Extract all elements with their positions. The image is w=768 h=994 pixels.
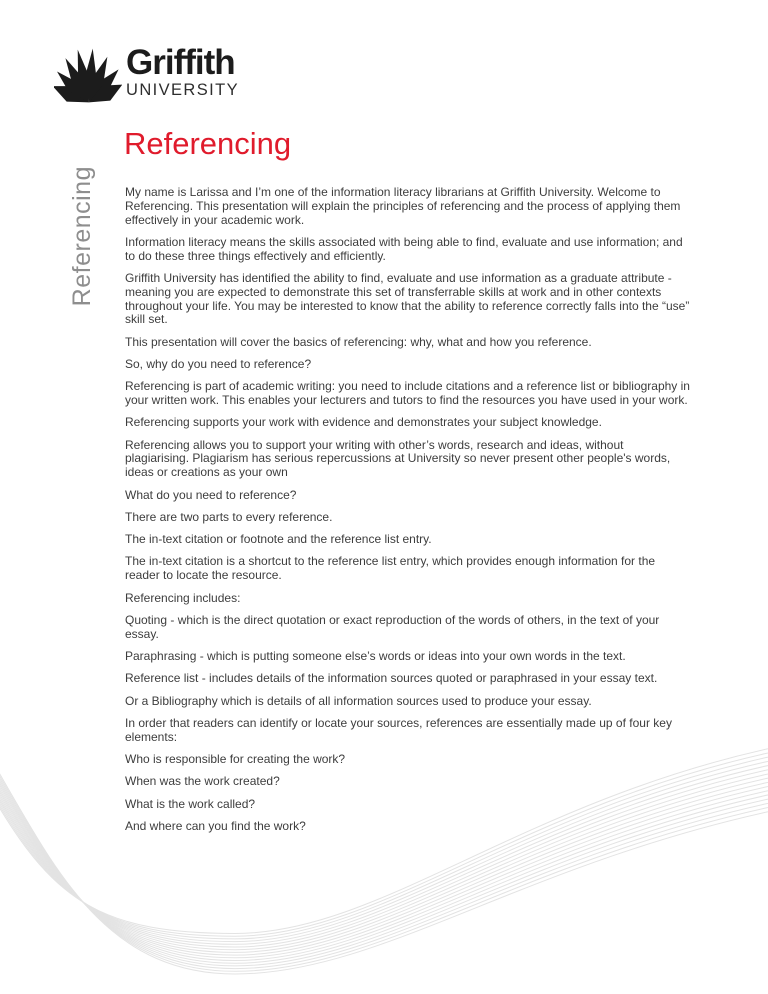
sidebar-vertical-title: Referencing bbox=[68, 166, 96, 307]
paragraph: Paraphrasing - which is putting someone else’s words or ideas into your own words in the text. bbox=[125, 648, 626, 663]
paragraph: What do you need to reference? bbox=[125, 487, 297, 502]
page-title: Referencing bbox=[124, 126, 292, 161]
paragraph: Referencing allows you to support your writing with other’s words, research and ideas, without plagiarising. Plagiarism has serious repercussions at University so never present other people's words, ideas or creations as your own bbox=[125, 437, 671, 480]
paragraph: Reference list - includes details of the information sources quoted or paraphrased in your essay text. bbox=[125, 671, 658, 686]
paragraph: The in-text citation is a shortcut to the reference list entry, which provides enough information for the reader to locate the resource. bbox=[125, 554, 656, 583]
paragraph: Griffith University has identified the ability to find, evaluate and use information as a graduate attribute - meaning you are expected to demonstrate this set of transferrable skills at work and in other contexts throughout your life. You may be interested to know that the ability to reference correctly falls into the “use” skill set. bbox=[125, 270, 690, 327]
paragraph: My name is Larissa and I’m one of the information literacy librarians at Griffith University. Welcome to Referencing. This presentation will explain the principles of referencing and the process of applying them effectively in your academic work. bbox=[125, 185, 681, 227]
paragraph: Quoting - which is the direct quotation or exact reproduction of the words of others, in the text of your essay. bbox=[125, 612, 660, 641]
griffith-logo bbox=[54, 44, 239, 104]
paragraph: This presentation will cover the basics of referencing: why, what and how you reference. bbox=[125, 334, 592, 349]
paragraph: So, why do you need to reference? bbox=[125, 356, 312, 371]
paragraph: Referencing supports your work with evidence and demonstrates your subject knowledge. bbox=[125, 415, 602, 430]
paragraph: Or a Bibliography which is details of all information sources used to produce your essay. bbox=[125, 693, 592, 708]
logo-brand-subtitle: UNIVERSITY bbox=[126, 80, 240, 99]
paragraph: When was the work created? bbox=[125, 774, 280, 789]
logo-brand-name: Griffith bbox=[126, 43, 235, 82]
paragraph: Referencing includes: bbox=[125, 590, 241, 605]
griffith-logo-mark-icon bbox=[54, 44, 122, 104]
paragraph: And where can you find the work? bbox=[125, 818, 306, 833]
paragraph: The in-text citation or footnote and the reference list entry. bbox=[125, 532, 432, 547]
paragraph: There are two parts to every reference. bbox=[125, 509, 333, 524]
paragraph: In order that readers can identify or locate your sources, references are essentially made up of four key elements: bbox=[125, 715, 672, 744]
paragraph: What is the work called? bbox=[125, 796, 256, 811]
body-text bbox=[125, 186, 690, 842]
paragraph: Referencing is part of academic writing: you need to include citations and a reference list or bibliography in your written work. This enables your lecturers and tutors to find the resources you have used in your work. bbox=[125, 379, 690, 408]
logo-text bbox=[126, 44, 239, 100]
paragraph: Information literacy means the skills associated with being able to find, evaluate and use information; and to do these three things effectively and efficiently. bbox=[125, 234, 683, 263]
paragraph: Who is responsible for creating the work? bbox=[125, 751, 346, 766]
